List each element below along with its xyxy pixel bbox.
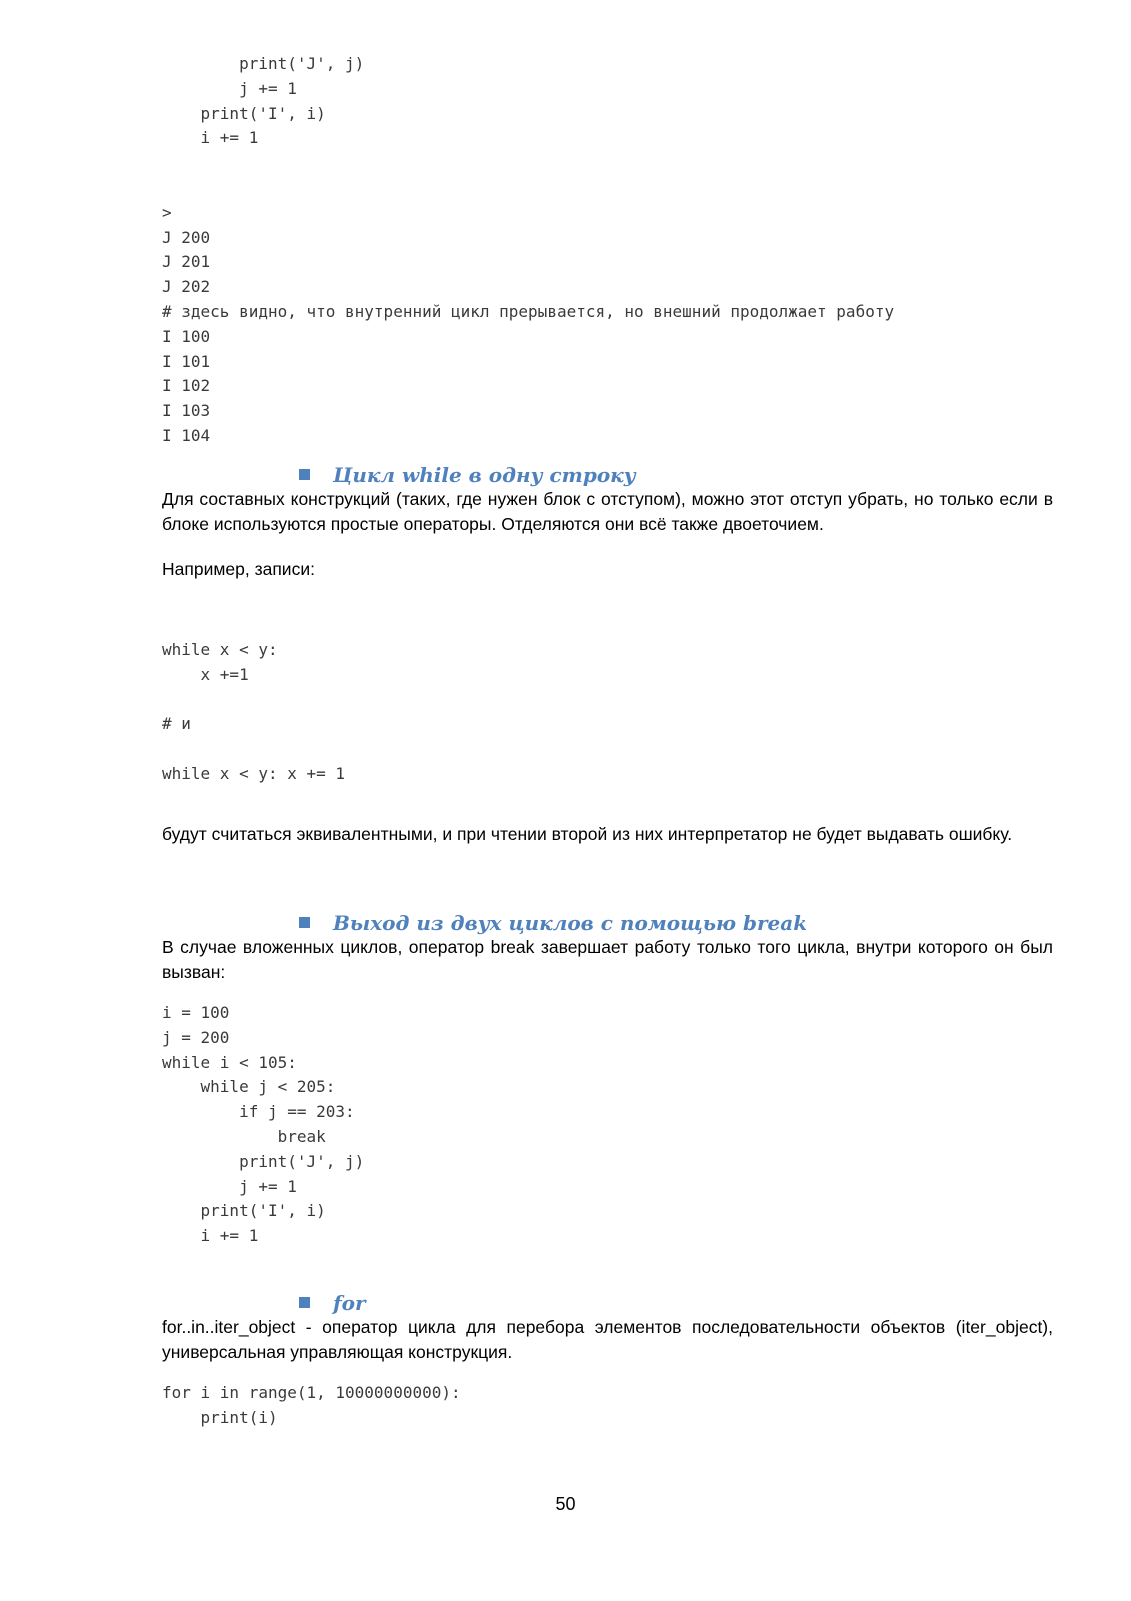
code-line: j += 1 — [162, 1176, 297, 1196]
code-line: j = 200 — [162, 1027, 230, 1047]
code-line: x +=1 — [162, 664, 249, 684]
code-line: J 202 — [162, 277, 211, 297]
code-line: while x < y: — [162, 640, 278, 659]
code-block-for-example — [162, 1381, 461, 1431]
heading-text: Цикл while в одну строку — [333, 463, 636, 487]
code-line: while i < 105: — [162, 1052, 297, 1072]
page-number: 50 — [555, 1494, 576, 1514]
code-block-while-one-line — [162, 638, 345, 787]
code-line: print('I', i) — [162, 103, 326, 123]
paragraph: Для составных конструкций (таких, где нужен блок с отступом), можно этот отступ убрать, но только если в блоке используются простые операторы. Отделяются они всё также двоеточием. — [162, 489, 1053, 534]
code-line: if j == 203: — [162, 1102, 355, 1122]
paragraph: В случае вложенных циклов, оператор break завершает работу только того цикла, внутри которого он был вызван: — [162, 937, 1053, 982]
code-line: print('J', j) — [162, 54, 365, 73]
code-line: I 102 — [162, 376, 211, 396]
code-line: print(i) — [162, 1407, 278, 1427]
code-line — [162, 176, 894, 201]
code-line: I 100 — [162, 326, 211, 346]
square-bullet-icon — [299, 917, 310, 928]
paragraph: Например, записи: — [162, 559, 315, 579]
code-line: J 200 — [162, 227, 211, 247]
section-heading-while-one-line — [299, 462, 636, 488]
code-line: i += 1 — [162, 1226, 259, 1246]
code-line: print('I', i) — [162, 1201, 326, 1221]
code-line: while j < 205: — [162, 1077, 336, 1097]
code-line: while x < y: x += 1 — [162, 763, 346, 783]
paragraph: будут считаться эквивалентными, и при чтении второй из них интерпретатор не будет выдавать ошибку. — [162, 824, 1013, 844]
code-line: i = 100 — [162, 1003, 230, 1022]
section-heading-for — [299, 1290, 365, 1316]
code-line: > — [162, 202, 172, 222]
code-line: i += 1 — [162, 128, 259, 148]
code-line: j += 1 — [162, 78, 297, 98]
code-line: J 201 — [162, 252, 211, 272]
section-heading-break-two-loops — [299, 910, 807, 936]
code-block-break-example — [162, 1001, 364, 1249]
code-line: for i in range(1, 10000000000): — [162, 1383, 461, 1402]
paragraph: for..in..iter_object - оператор цикла для перебора элементов последовательности объектов (iter_object), универсальная управляющая конструкция. — [162, 1317, 1053, 1362]
code-line — [162, 737, 345, 762]
square-bullet-icon — [299, 1297, 310, 1308]
heading-text: Выход из двух циклов с помощью break — [333, 911, 808, 935]
square-bullet-icon — [299, 469, 310, 480]
code-line: break — [162, 1126, 326, 1146]
code-line: # и — [162, 714, 191, 734]
code-line: I 104 — [162, 425, 211, 445]
code-line: I 101 — [162, 351, 211, 371]
code-line — [162, 151, 894, 176]
code-line: print('J', j) — [162, 1151, 365, 1171]
heading-text: for — [333, 1291, 366, 1315]
code-line — [162, 688, 345, 713]
code-line: I 103 — [162, 401, 211, 421]
code-line: # здесь видно, что внутренний цикл прерывается, но внешний продолжает работу — [162, 301, 895, 321]
code-block-output — [162, 52, 894, 449]
